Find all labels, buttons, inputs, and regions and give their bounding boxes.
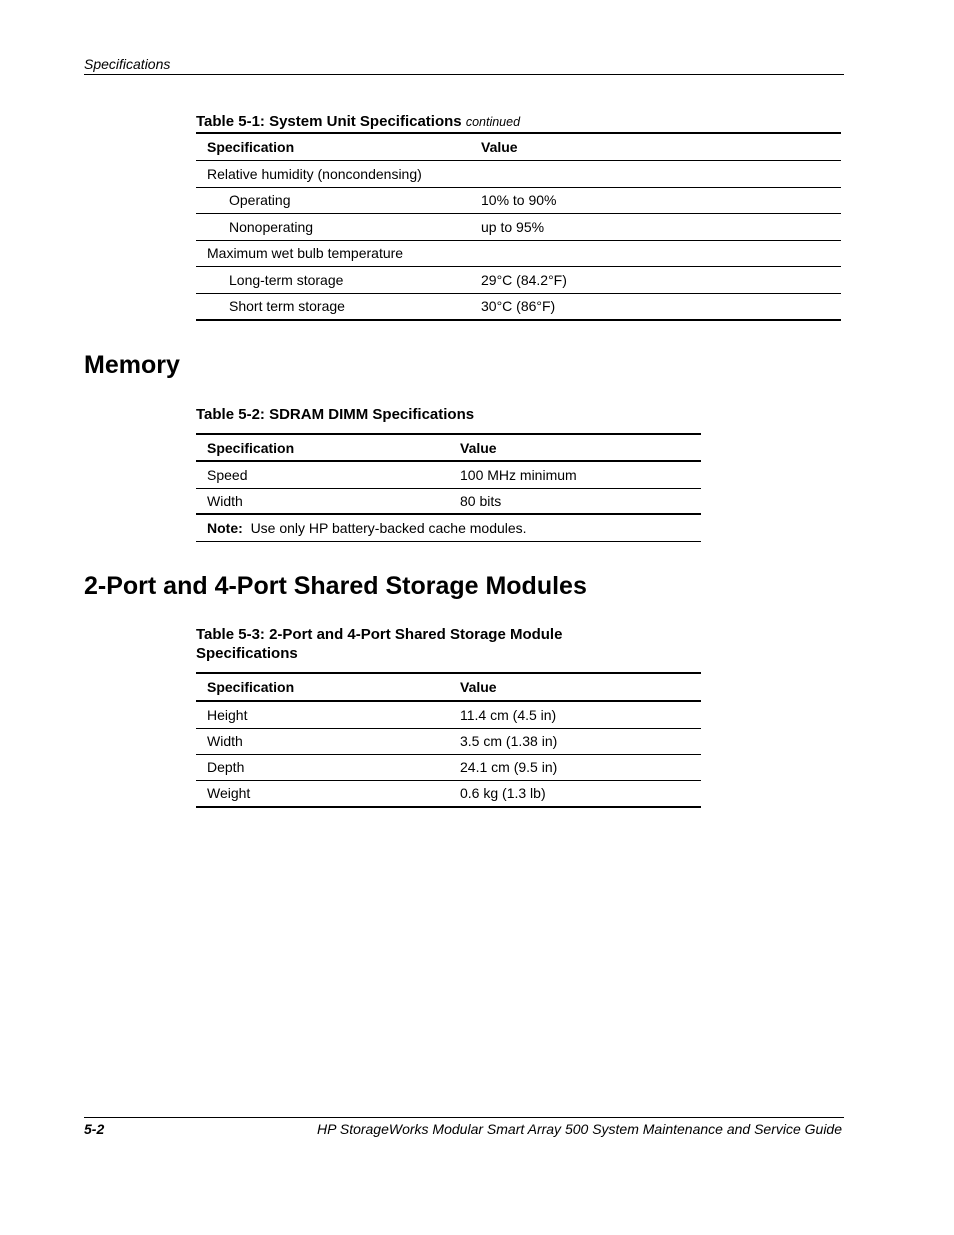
cell-value: 80 bits bbox=[449, 488, 701, 514]
cell-value: 30°C (86°F) bbox=[470, 293, 841, 320]
cell-value: 10% to 90% bbox=[470, 187, 841, 213]
column-header-specification: Specification bbox=[196, 133, 470, 160]
table-row bbox=[196, 728, 701, 754]
table-row bbox=[196, 701, 701, 728]
table-5-2 bbox=[196, 433, 701, 542]
table-row bbox=[196, 160, 841, 187]
table-row bbox=[196, 266, 841, 293]
cell-spec: Depth bbox=[196, 754, 449, 780]
table-row bbox=[196, 213, 841, 240]
cell-spec: Width bbox=[196, 728, 449, 754]
cell-value bbox=[470, 240, 841, 266]
table-5-1-continued: continued bbox=[465, 115, 521, 129]
cell-spec: Height bbox=[196, 701, 449, 728]
column-header-specification: Specification bbox=[196, 434, 449, 461]
table-row bbox=[196, 780, 701, 807]
table-row bbox=[196, 293, 841, 320]
cell-value: 11.4 cm (4.5 in) bbox=[449, 701, 701, 728]
note-label: Note: bbox=[207, 519, 243, 536]
cell-value: 100 MHz minimum bbox=[449, 461, 701, 488]
column-header-value: Value bbox=[470, 133, 841, 160]
cell-spec: Operating bbox=[196, 187, 470, 213]
cell-spec: Width bbox=[196, 488, 449, 514]
table-note bbox=[196, 514, 701, 541]
table-header-row bbox=[196, 673, 701, 701]
cell-spec: Speed bbox=[196, 461, 449, 488]
column-header-value: Value bbox=[449, 434, 701, 461]
cell-spec: Relative humidity (noncondensing) bbox=[196, 160, 470, 187]
header-section-name: Specifications bbox=[84, 56, 171, 72]
table-row bbox=[196, 187, 841, 213]
cell-value: 24.1 cm (9.5 in) bbox=[449, 754, 701, 780]
page-number: 5-2 bbox=[84, 1121, 105, 1137]
cell-value: 3.5 cm (1.38 in) bbox=[449, 728, 701, 754]
cell-value: 0.6 kg (1.3 lb) bbox=[449, 780, 701, 807]
table-row bbox=[196, 488, 701, 514]
table-5-2-caption: Table 5-2: SDRAM DIMM Specifications bbox=[196, 406, 475, 423]
cell-spec: Weight bbox=[196, 780, 449, 807]
cell-spec: Maximum wet bulb temperature bbox=[196, 240, 470, 266]
cell-spec: Long-term storage bbox=[196, 266, 470, 293]
cell-value: 29°C (84.2°F) bbox=[470, 266, 841, 293]
table-header-row bbox=[196, 133, 841, 160]
table-5-1 bbox=[196, 132, 841, 321]
table-5-3-title-line-1: Table 5-3: 2-Port and 4-Port Shared Storage Module bbox=[196, 626, 563, 643]
table-note-row bbox=[196, 514, 701, 541]
cell-spec: Nonoperating bbox=[196, 213, 470, 240]
table-5-3-caption bbox=[196, 625, 562, 663]
table-5-3-title-line-2: Specifications bbox=[196, 645, 298, 662]
guide-title: HP StorageWorks Modular Smart Array 500 System Maintenance and Service Guide bbox=[317, 1121, 842, 1137]
table-5-1-title: Table 5-1: System Unit Specifications bbox=[196, 113, 462, 130]
running-header bbox=[84, 56, 844, 75]
cell-value bbox=[470, 160, 841, 187]
cell-spec: Short term storage bbox=[196, 293, 470, 320]
section-heading-memory: Memory bbox=[84, 351, 180, 379]
running-footer bbox=[84, 1117, 844, 1138]
note-text: Use only HP battery-backed cache modules. bbox=[250, 519, 527, 536]
table-5-1-caption bbox=[196, 112, 520, 132]
table-header-row bbox=[196, 434, 701, 461]
column-header-specification: Specification bbox=[196, 673, 449, 701]
column-header-value: Value bbox=[449, 673, 701, 701]
section-heading-storage-modules: 2-Port and 4-Port Shared Storage Modules bbox=[84, 572, 587, 600]
table-5-3 bbox=[196, 672, 701, 808]
cell-value: up to 95% bbox=[470, 213, 841, 240]
table-row bbox=[196, 461, 701, 488]
table-row bbox=[196, 240, 841, 266]
table-row bbox=[196, 754, 701, 780]
